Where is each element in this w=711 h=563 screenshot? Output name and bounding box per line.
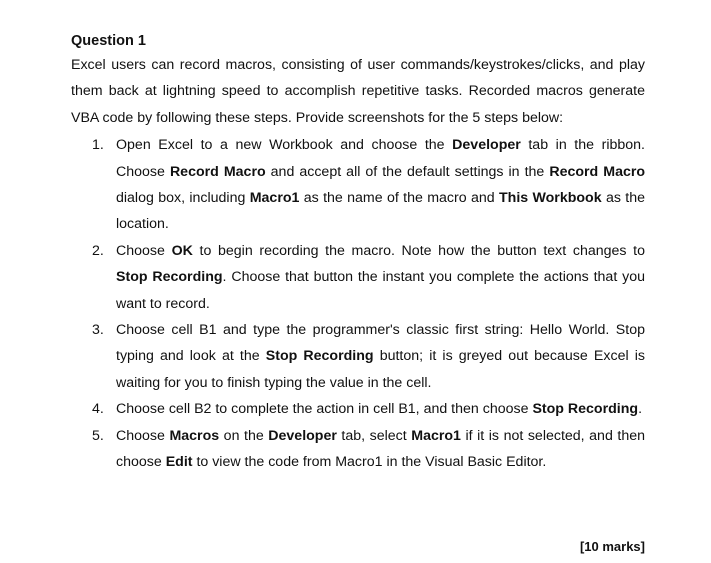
step-bold-term: Stop Recording <box>265 348 374 365</box>
steps-list <box>71 132 645 475</box>
question-title: Question 1 <box>71 33 146 49</box>
step-bold-term: Record Macro <box>549 163 646 180</box>
step-text: as the name of the macro and <box>299 190 499 207</box>
step-text: . Choose that button the instant you complete the actions that you want to record. <box>116 269 645 312</box>
step-text: tab, select <box>336 427 412 444</box>
marks-label: [10 marks] <box>579 539 645 554</box>
step-item <box>92 317 645 396</box>
step-text: Choose <box>116 427 170 444</box>
step-number: 4. <box>92 401 104 418</box>
step-bold-term: Developer <box>268 427 337 444</box>
step-number: 3. <box>92 322 104 339</box>
step-bold-term: Stop Recording <box>532 401 639 418</box>
step-item <box>92 132 646 238</box>
step-number: 5. <box>92 427 104 444</box>
step-bold-term: This Workbook <box>499 190 602 207</box>
step-text: to view the code from Macro1 in the Visual Basic Editor. <box>192 454 547 471</box>
step-bold-term: OK <box>171 242 193 259</box>
step-text: and accept all of the default settings in the <box>265 163 550 180</box>
step-item <box>92 238 646 317</box>
step-text: Choose cell B2 to complete the action in cell B1, and then choose <box>116 401 533 418</box>
step-item <box>92 423 645 476</box>
step-bold-term: Stop Recording <box>116 269 223 286</box>
step-text: as the location. <box>116 190 646 233</box>
step-text: Choose <box>116 242 172 259</box>
step-bold-term: Macro1 <box>249 190 300 207</box>
step-text: if it is not selected, and then choose <box>116 427 645 471</box>
step-text: to begin recording the macro. Note how the button text changes to <box>192 242 646 259</box>
step-item <box>92 396 645 422</box>
step-text: dialog box, including <box>116 190 250 207</box>
step-text: tab in the ribbon. Choose <box>116 137 645 180</box>
step-bold-term: Developer <box>452 137 521 154</box>
step-text: on the <box>219 427 269 444</box>
question-intro: Excel users can record macros, consisting of user commands/keystrokes/clicks, and play them back at lightning speed to accomplish repetitive tasks. Recorded macros generate VBA code by following these steps. Provide screenshots for the 5 steps below: <box>71 57 645 126</box>
step-text: button; it is greyed out because Excel is waiting for you to finish typing the value in the cell. <box>116 348 645 391</box>
step-text: Open Excel to a new Workbook and choose the <box>116 137 453 154</box>
step-bold-term: Macro1 <box>411 427 461 444</box>
step-number: 2. <box>92 242 104 259</box>
step-bold-term: Record Macro <box>169 163 266 180</box>
step-bold-term: Macros <box>169 427 220 444</box>
step-text: Choose cell B1 and type the programmer's classic first string: Hello World. Stop typing and look at the <box>116 322 645 365</box>
step-text: . <box>638 401 643 418</box>
step-bold-term: Edit <box>165 454 193 471</box>
step-number: 1. <box>92 137 104 154</box>
